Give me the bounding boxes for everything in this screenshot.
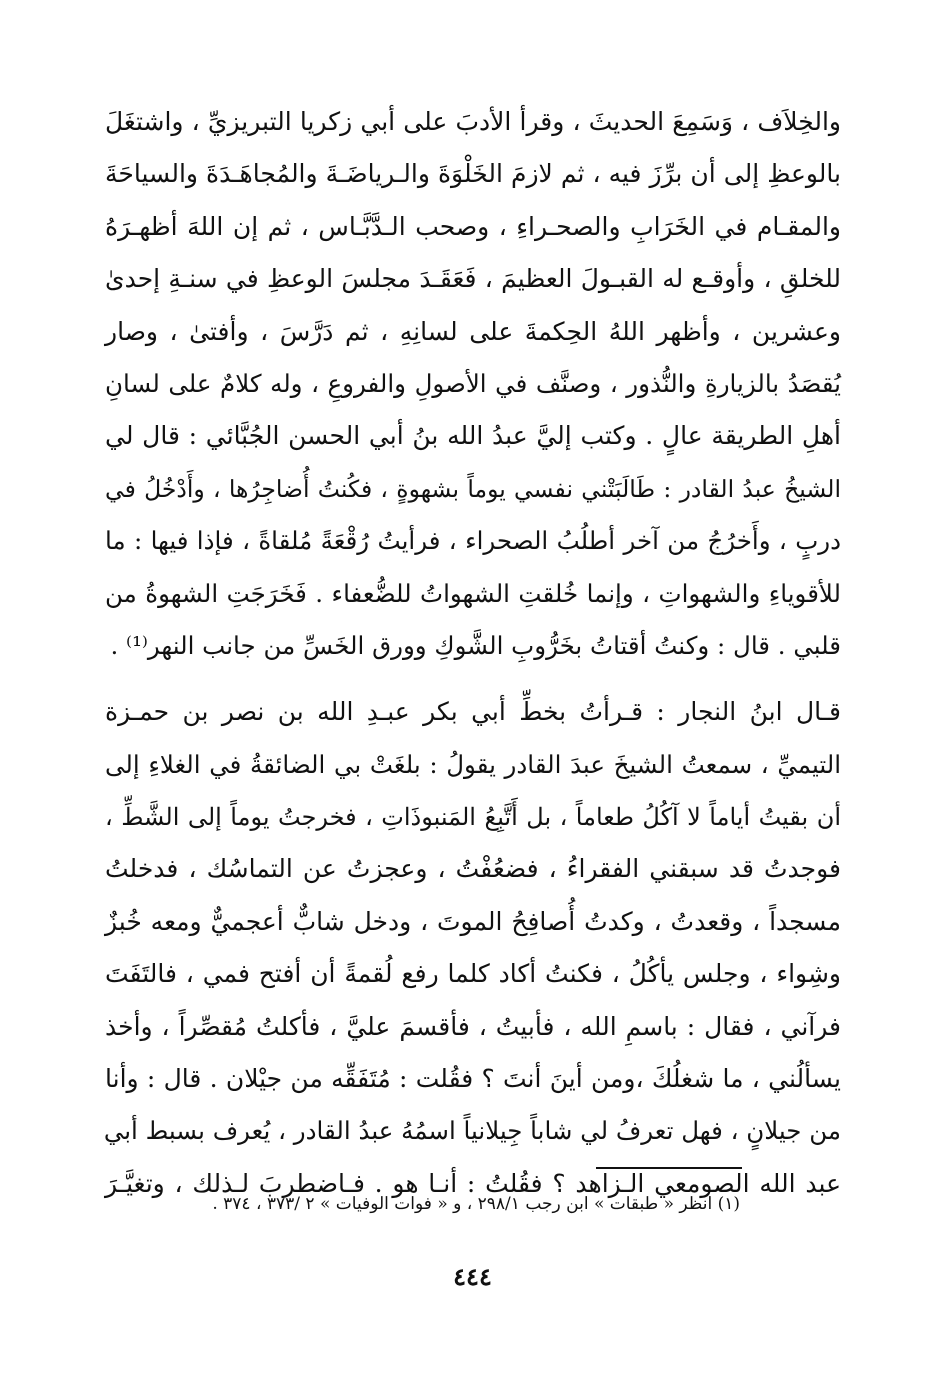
footnote: (١) انظر « طبقات » ابن رجب ٢٩٨/١ ، و « فوات الوفيات » ٢ /٣٧٣ ، ٣٧٤ . xyxy=(212,1194,740,1214)
paragraph-2 xyxy=(105,686,841,1210)
text-line: للخلقِ ، وأوقـع له القبـولَ العظيمَ ، فَعَقَـدَ مجلسَ الوعظِ في سنـةِ إحدىٰ xyxy=(105,264,841,294)
text-line: الشيخُ عبدُ القادر : طَالَبَتْني نفسي يوماً بشهوةٍ ، فكُنتُ أُضاجِرُها ، وأَدْخُلُ في xyxy=(105,474,841,503)
text-line: عبد الله الصومعي الـزاهد ؟ فقُلتُ : أنـا هو . فـاضطربَ لـذلك ، وتغيَّـرَ xyxy=(105,1168,841,1198)
text-line: للأقوياءِ والشهواتِ ، وإنما خُلقتِ الشهواتُ للضُّعفاء . فَخَرَجَتِ الشهوةُ من xyxy=(105,578,841,608)
page-number: ٤٤٤ xyxy=(453,1262,492,1291)
text-line: فوجدتُ قد سبقني الفقراءُ ، فضعُفْتُ ، وعجزتُ عن التماسُك ، فدخلتُ xyxy=(105,854,841,884)
text-line: قلبي . قال : وكنتُ أقتاتُ بخَرُّوبِ الشَّوكِ وورق الخَسِّ من جانب النهر⁽¹⁾ . xyxy=(110,630,841,660)
text-line: يُقصَدُ بالزيارةِ والنُّذور ، وصنَّف في الأصولِ والفروعِ ، وله كلامٌ على لسانِ xyxy=(105,368,841,398)
text-line: يسألُني ، ما شغلُكَ ،ومن أينَ أنتَ ؟ فقُلت : مُتَفَقِّه من جيْلان . قال : وأنا xyxy=(105,1064,841,1094)
paragraph-1 xyxy=(105,96,841,672)
text-line: من جيلانٍ ، فهل تعرفُ لي شاباً جِيلانياً اسمُهُ عبدُ القادر ، يُعرف بسبط أبي xyxy=(103,1116,841,1146)
text-line: التيميِّ ، سمعتُ الشيخَ عبدَ القادر يقولُ : بلغَتْ بي الضائقةُ في الغلاءِ إلى xyxy=(105,749,841,779)
text-line: والخِلاَف ، وَسَمِعَ الحديثَ ، وقرأ الأدبَ على أبي زكريا التبريزيِّ ، واشتغَلَ xyxy=(105,107,841,136)
text-line: فرآني ، فقال : باسمِ الله ، فأبيتُ ، فأقسمَ عليَّ ، فأكلتُ مُقصِّراً ، وأخذ xyxy=(105,1011,841,1041)
text-line: أن بقيتُ أياماً لا آكُلُ طعاماً ، بل أَتَّبِعُ المَنبوذَاتِ ، فخرجتُ يوماً إلى الشَّطِّ ، xyxy=(105,803,841,832)
text-line: قـال ابنُ النجار : قـرأتُ بخطِّ أبي بكر عبـدِ الله بن نصر بن حمـزة xyxy=(105,697,841,727)
text-line: وعشرين ، وأظهر اللهُ الحِكمةَ على لسانِهِ ، ثم دَرَّسَ ، وأفتىٰ ، وصار xyxy=(105,316,841,346)
text-line: وشِواء ، وجلس يأكُلُ ، فكنتُ أكاد كلما رفع لُقمةً أن أفتح فمي ، فالتَفَتَ xyxy=(105,959,841,989)
text-line: أهلِ الطريقة عالٍ . وكتب إليَّ عبدُ الله بنُ أبي الحسن الجُبَّائي : قال لي xyxy=(105,421,841,451)
text-line: والمقـام في الخَرَابِ والصحـراءِ ، وصحب الـدَّبَّـاس ، ثم إن اللهَ أظهـرَهُ xyxy=(105,211,841,241)
body-text xyxy=(105,96,841,1210)
footnote-separator xyxy=(596,1167,742,1169)
text-line: دربٍ ، وأَخرُجُ من آخر أطلُبُ الصحراء ، فرأيتُ رُقْعَةً مُلقاةً ، فإذا فيها : ما xyxy=(105,526,841,556)
text-line: مسجداً ، وقعدتُ ، وكدتُ أُصافِحُ الموتَ ، ودخل شابٌّ أعجميٌّ ومعه خُبزٌ xyxy=(105,906,841,936)
paragraph-gap xyxy=(105,672,841,686)
text-line: بالوعظِ إلى أن برِّزَ فيه ، ثم لازمَ الخَلْوَةَ والـرياضَـةَ والمُجاهَـدَةَ والسياحَةَ xyxy=(105,159,841,189)
